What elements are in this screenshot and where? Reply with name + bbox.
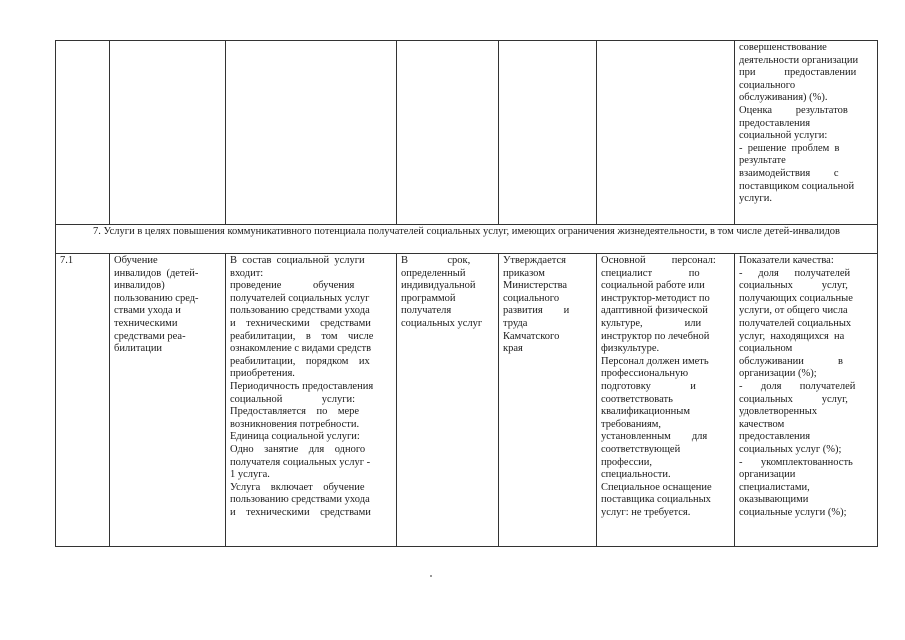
text-line: поставщиком социальной <box>739 180 855 192</box>
cell-service-term <box>397 254 499 547</box>
text-line: специалист по <box>601 267 700 279</box>
text-line: реабилитации, в том числе <box>230 330 374 342</box>
text-line: труда <box>503 317 528 329</box>
text-line: получателей социальных <box>739 317 852 329</box>
text-line: определенный <box>401 267 466 279</box>
cell-tariff-empty <box>499 41 597 225</box>
cell-service-quality <box>735 254 878 547</box>
text-line: адаптивной физической <box>601 305 708 317</box>
text-line: профессии, <box>601 456 653 468</box>
text-line: социальных услуг (%); <box>739 443 842 455</box>
text-line: Оценка результатов <box>739 104 848 116</box>
text-line: возникновения потребности. <box>230 418 360 430</box>
text-line: специалистами, <box>739 481 810 493</box>
text-line: Министерства <box>503 280 568 292</box>
text-line: обслуживания) (%). <box>739 92 828 104</box>
text-line: услуги, от общего числа <box>739 305 848 317</box>
cell-number-empty <box>56 41 110 225</box>
text-line: программой <box>401 292 456 304</box>
text-line: Предоставляется по мере <box>230 406 360 418</box>
text-line: специальности. <box>601 469 671 481</box>
text-line: предоставления <box>739 431 811 443</box>
section-header-row <box>56 225 878 254</box>
text-line: края <box>503 343 523 355</box>
text-line: Обучение <box>114 255 158 266</box>
text-line: подготовку и <box>601 380 696 392</box>
text-line: билитации <box>114 343 163 355</box>
text-line: получающих социальные <box>739 292 853 304</box>
text-line: ствами ухода и <box>114 305 181 317</box>
text-line: - доля получателей <box>739 267 851 279</box>
text-line: - укомплектованность <box>739 456 853 468</box>
cell-quality-continuation <box>735 41 878 225</box>
text-line: получателя социальных услуг - <box>230 456 371 468</box>
text-line: социальных услуг <box>401 317 483 329</box>
text-line: Камчатского <box>503 330 560 342</box>
text-line: социальных услуг, <box>739 393 848 405</box>
text-line: получателя <box>401 305 452 317</box>
services-table <box>55 40 878 547</box>
text-line: проведение обучения <box>230 280 355 292</box>
text-line: В срок, <box>401 255 471 266</box>
text-line: организации <box>739 469 796 481</box>
text-line: Показатели качества: <box>739 255 834 266</box>
text-line: развития и <box>503 305 570 317</box>
scan-speck <box>430 575 432 577</box>
text-line: пользованию сред- <box>114 292 199 304</box>
text-line: 1 услуга. <box>230 469 270 481</box>
text-line: квалификационным <box>601 406 690 418</box>
service-term-text <box>401 255 494 331</box>
cell-name-empty <box>110 41 226 225</box>
text-line: деятельности организации <box>739 54 859 66</box>
text-line: результате <box>739 155 786 167</box>
text-line: Единица социальной услуги: <box>230 431 360 443</box>
text-line: - решение проблем в <box>739 142 840 154</box>
text-line: реабилитации, порядком их <box>230 355 370 367</box>
service-tariff-text <box>503 255 592 356</box>
text-line: предоставления <box>739 117 811 129</box>
text-line: средствами реа- <box>114 330 186 342</box>
service-content-text <box>230 255 392 519</box>
cell-service-name <box>110 254 226 547</box>
cell-service-number: 7.1 <box>56 254 110 547</box>
text-line: Специальное оснащение <box>601 481 712 493</box>
text-line: приобретения. <box>230 368 295 380</box>
text-line: приказом <box>503 267 545 279</box>
text-line: соответствующей <box>601 443 681 455</box>
text-line: культуре, или <box>601 317 702 329</box>
text-line: пользованию средствами ухода <box>230 494 370 506</box>
text-line: оказывающими <box>739 494 809 506</box>
text-line: Основной персонал: <box>601 255 716 266</box>
text-line: обслуживании в <box>739 355 843 367</box>
text-line: получателей социальных услуг <box>230 292 370 304</box>
text-line: услуг: не требуется. <box>601 506 691 518</box>
continuation-row <box>56 41 878 225</box>
text-line: взаимодействия с <box>739 167 839 179</box>
text-line: услуги. <box>739 193 772 205</box>
text-line: качеством <box>739 418 785 430</box>
cell-content-empty <box>226 41 397 225</box>
table-row <box>56 254 878 547</box>
cell-term-empty <box>397 41 499 225</box>
text-line: социальной услуги: <box>230 393 356 405</box>
text-line: ознакомление с видами средств <box>230 343 372 355</box>
text-line: социального <box>739 79 796 91</box>
text-line: социальном <box>739 343 793 355</box>
cell-staff-empty <box>597 41 735 225</box>
text-line: поставщика социальных <box>601 494 711 506</box>
text-line: организации (%); <box>739 368 817 380</box>
section-title: 7. Услуги в целях повышения коммуникативного потенциала получателей социальных услуг, имеющих ограничения жизнедеятельности, в том числе детей-инвалидов <box>56 225 878 254</box>
cell-service-tariff <box>499 254 597 547</box>
text-line: техническими <box>114 317 178 329</box>
cell-service-staff <box>597 254 735 547</box>
text-line: удовлетворенных <box>739 406 818 418</box>
text-line: услуг, находящихся на <box>739 330 845 342</box>
text-line: установленным для <box>601 431 708 443</box>
text-line: совершенствование <box>739 42 827 53</box>
text-line: и техническими средствами <box>230 506 371 518</box>
text-line: социальной услуги: <box>739 130 828 142</box>
text-line: инвалидов) <box>114 280 165 292</box>
text-line: инструктор-методист по <box>601 292 710 304</box>
text-line: соответствовать <box>601 393 673 405</box>
text-line: пользованию средствами ухода <box>230 305 370 317</box>
text-line: Периодичность предоставления <box>230 380 374 392</box>
text-line: Услуга включает обучение <box>230 481 365 493</box>
service-name-text <box>114 255 221 356</box>
text-line: Персонал должен иметь <box>601 355 709 367</box>
text-line: профессиональную <box>601 368 689 380</box>
service-staff-text <box>601 255 730 519</box>
text-line: Утверждается <box>503 255 566 266</box>
text-line: В состав социальной услуги <box>230 255 365 266</box>
text-line: требованиям, <box>601 418 662 430</box>
text-line: физкультуре. <box>601 343 660 355</box>
service-quality-text <box>739 255 873 519</box>
text-line: социальной работе или <box>601 280 705 292</box>
text-line: при предоставлении <box>739 67 857 79</box>
text-line: инструктор по лечебной <box>601 330 710 342</box>
text-line: входит: <box>230 267 264 279</box>
cell-service-content <box>226 254 397 547</box>
text-line: социальных услуг, <box>739 280 848 292</box>
text-line: индивидуальной <box>401 280 476 292</box>
text-line: социального <box>503 292 560 304</box>
text-line: и техническими средствами <box>230 317 371 329</box>
text-line: инвалидов (детей- <box>114 267 199 279</box>
quality-continuation-text <box>739 42 873 206</box>
text-line: Одно занятие для одного <box>230 443 366 455</box>
text-line: - доля получателей <box>739 380 856 392</box>
text-line: социальные услуги (%); <box>739 506 847 518</box>
